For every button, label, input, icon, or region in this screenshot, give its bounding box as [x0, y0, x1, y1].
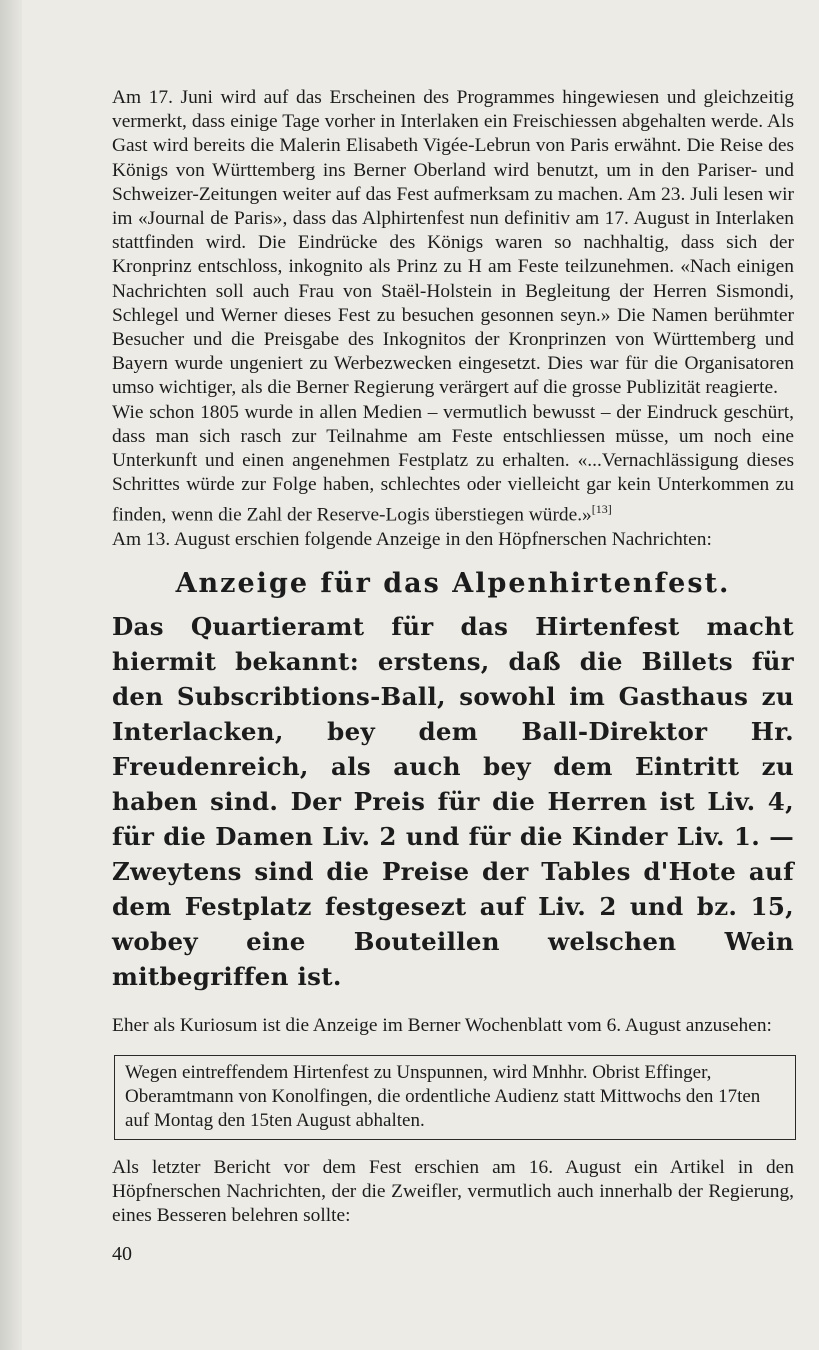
page-number: 40	[112, 1243, 132, 1265]
paragraph-kuriosum: Eher als Kuriosum ist die Anzeige im Berner Wochenblatt vom 6. August anzusehen:	[112, 1015, 772, 1037]
advertisement-body: Das Quartieramt für das Hirtenfest macht hiermit bekannt: erstens, daß die Billets für den Subscribtions-Ball, sowohl im Gasthaus zu Interlacken, bey dem Ball-Direktor Hr. Freudenreich, als auch bey dem Eintritt zu haben sind. Der Preis für die Herren ist Liv. 4, für die Damen Liv. 2 und für die Kinder Liv. 1. — Zweytens sind die Preise der Tables d'Hote auf dem Festplatz festgesezt auf Liv. 2 und bz. 15, wobey eine Bouteillen welschen Wein mitbegriffen ist.	[112, 612, 794, 992]
paragraph-medien	[112, 401, 794, 528]
book-spine-shadow	[0, 0, 22, 1350]
page-content	[112, 86, 794, 1228]
paragraph-medien-text: Wie schon 1805 wurde in allen Medien – vermutlich bewusst – der Eindruck geschürt, dass man sich rasch zur Teilnahme am Feste entschliessen müsse, um noch eine Unterkunft und einen angenehmen Festplatz zu erhalten. «...Vernachlässigung dieses Schrittes würde zur Folge haben, schlechtes oder vielleicht gar kein Unterkommen zu finden, wenn die Zahl der Reserve-Logis überstiegen würde.»	[112, 401, 794, 526]
paragraph-programme: Am 17. Juni wird auf das Erscheinen des Programmes hingewiesen und gleichzeitig vermerkt, dass einige Tage vorher in Interlaken ein Freischiessen abgehalten werde. Als Gast wird bereits die Malerin Elisabeth Vigée-Lebrun von Paris erwähnt. Die Reise des Königs von Württemberg ins Berner Oberland wird benutzt, um in den Pariser- und Schweizer-Zeitungen weiter auf das Fest aufmerksam zu machen. Am 23. Juli lesen wir im «Journal de Paris», dass das Alphirtenfest nun definitiv am 17. August in Interlaken stattfinden wird. Die Eindrücke des Königs waren so nachhaltig, dass sich der Kronprinz entschloss, inkognito als Prinz zu H am Feste teilzunehmen. «Nach einigen Nachrichten soll auch Frau von Staël-Holstein in Begleitung der Herren Sismondi, Schlegel und Werner dieses Fest zu besuchen gesonnen seyn.» Die Namen berühmter Besucher und die Preisgabe des Inkognitos der Kronprinzen von Württemberg und Bayern wurde ungeniert zu Werbezwecken eingesetzt. Dies war für die Organisatoren umso wichtiger, als die Berner Regierung verärgert auf die grosse Publizität reagierte.	[112, 87, 794, 399]
notice-text: Wegen eintreffendem Hirtenfest zu Unspunnen, wird Mnhhr. Obrist Effinger, Oberamtmann von Konolfingen, die ordentliche Audienz statt Mittwochs den 17ten auf Montag den 15ten August abhalten.	[125, 1061, 761, 1131]
paragraph-anzeige-intro: Am 13. August erschien folgende Anzeige in den Höpfnerschen Nachrichten:	[112, 529, 712, 551]
historic-advertisement	[112, 566, 794, 994]
footnote-ref: [13]	[591, 502, 612, 517]
paragraph-letzter-bericht: Als letzter Bericht vor dem Fest erschien am 16. August ein Artikel in den Höpfnerschen Nachrichten, der die Zweifler, vermutlich auch innerhalb der Regierung, eines Besseren belehren sollte:	[112, 1156, 794, 1226]
boxed-notice	[114, 1055, 796, 1140]
advertisement-title: Anzeige für das Alpenhirtenfest.	[175, 568, 731, 600]
